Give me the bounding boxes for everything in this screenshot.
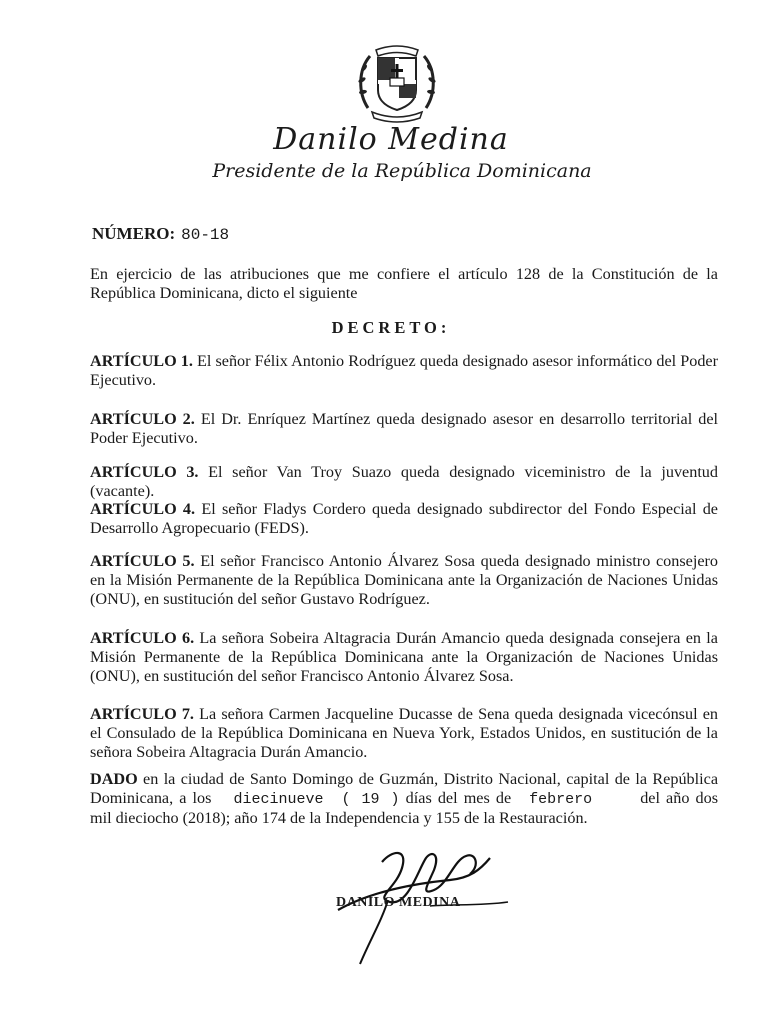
dado-text-b: días del mes de	[405, 789, 512, 807]
dado-label: DADO	[90, 770, 138, 788]
article-text: El señor Félix Antonio Rodríguez queda designado asesor informático del Poder Ejecutivo.	[90, 352, 718, 389]
decree-number-label: NÚMERO:	[92, 224, 176, 243]
decree-number	[92, 224, 229, 244]
month: febrero	[529, 791, 593, 808]
article-1	[90, 352, 718, 390]
dado-text-a: en la ciudad de Santo Domingo de Guzmán, Distrito Nacional, capital de la República Dominicana, a los	[90, 770, 719, 807]
decreto-heading: DECRETO:	[331, 318, 451, 337]
article-5	[90, 552, 718, 609]
article-text: El señor Van Troy Suazo queda designado viceministro de la juventud (vacante).	[90, 463, 718, 500]
article-label: ARTÍCULO 1.	[90, 352, 193, 370]
article-text: La señora Sobeira Altagracia Durán Amancio queda designada consejera en la Misión Permanente de la República Dominicana ante la Organización de Naciones Unidas (ONU), en sustitución del señor Francisco Antonio Álvarez Sosa.	[90, 629, 718, 685]
article-7	[90, 705, 718, 762]
president-title: Presidente de la República Dominicana	[212, 160, 592, 182]
article-text: El señor Fladys Cordero queda designado subdirector del Fondo Especial de Desarrollo Agropecuario (FEDS).	[90, 500, 718, 537]
dado-text-c: del año dos mil dieciocho (2018); año 174 de la Independencia y 155 de la Restauración.	[90, 789, 719, 827]
article-text: El Dr. Enríquez Martínez queda designado asesor en desarrollo territorial del Poder Ejecutivo.	[90, 410, 718, 447]
decree-number-value: 80-18	[181, 226, 230, 244]
president-name: Danilo Medina	[273, 122, 509, 157]
article-label: ARTÍCULO 5.	[90, 552, 195, 570]
article-label: ARTÍCULO 3.	[90, 463, 199, 481]
day-word: diecinueve	[233, 791, 324, 808]
article-4	[90, 500, 718, 538]
article-label: ARTÍCULO 6.	[90, 629, 195, 647]
signer-name: DANILO MEDINA	[336, 895, 461, 910]
article-3	[90, 463, 718, 501]
article-label: ARTÍCULO 4.	[90, 500, 196, 518]
coat-of-arms-icon	[354, 38, 440, 124]
day-number: ( 19 )	[341, 791, 400, 808]
article-6	[90, 629, 718, 686]
intro-paragraph: En ejercicio de las atribuciones que me confiere el artículo 128 de la Constitución de la República Dominicana, dicto el siguiente	[90, 265, 718, 302]
article-2	[90, 410, 718, 448]
article-text: El señor Francisco Antonio Álvarez Sosa queda designado ministro consejero en la Misión Permanente de la República Dominicana ante la Organización de Naciones Unidas (ONU), en sustitución del señor Gustavo Rodríguez.	[90, 552, 719, 608]
article-text: La señora Carmen Jacqueline Ducasse de Sena queda designada vicecónsul en el Consulado de la República Dominicana en Nueva York, Estados Unidos, en sustitución de la señora Sobeira Altagracia Durán Amancio.	[90, 705, 718, 761]
article-label: ARTÍCULO 7.	[90, 705, 194, 723]
dado-paragraph	[90, 770, 718, 828]
article-label: ARTÍCULO 2.	[90, 410, 195, 428]
